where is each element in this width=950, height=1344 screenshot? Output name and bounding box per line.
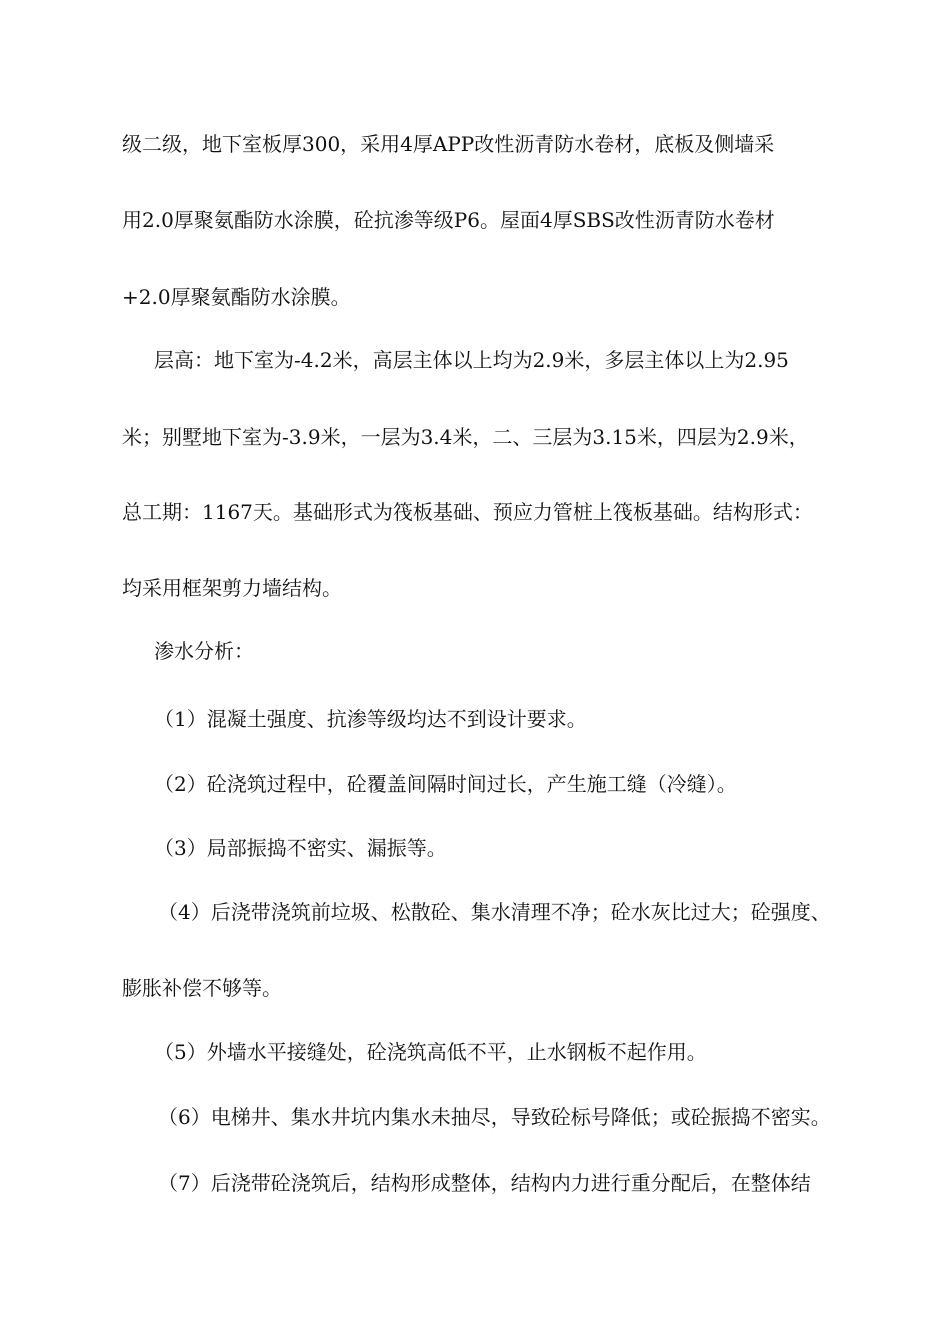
section-heading: 渗水分析： <box>154 639 254 663</box>
body-text-line: 用2.0厚聚氨酯防水涂膜，砼抗渗等级P6。屋面4厚SBS改性沥青防水卷材 <box>122 208 775 232</box>
body-text-line: 层高：地下室为-4.2米，高层主体以上均为2.9米，多层主体以上为2.95 <box>154 348 789 372</box>
list-item: （5）外墙水平接缝处，砼浇筑高低不平，止水钢板不起作用。 <box>154 1040 707 1064</box>
list-item: （2）砼浇筑过程中，砼覆盖间隔时间过长，产生施工缝（冷缝）。 <box>154 772 737 796</box>
list-item: （1）混凝土强度、抗渗等级均达不到设计要求。 <box>154 707 587 731</box>
body-text-line: 均采用框架剪力墙结构。 <box>122 576 342 600</box>
body-text-line: 总工期：1167天。基础形式为筏板基础、预应力管桩上筏板基础。结构形式： <box>122 500 813 524</box>
body-text-line: +2.0厚聚氨酯防水涂膜。 <box>122 285 351 309</box>
list-item: （6）电梯井、集水井坑内集水未抽尽，导致砼标号降低；或砼振捣不密实。 <box>158 1105 831 1129</box>
body-text-line: 级二级，地下室板厚300，采用4厚APP改性沥青防水卷材，底板及侧墙采 <box>122 132 775 156</box>
list-item: （4）后浇带浇筑前垃圾、松散砼、集水清理不净；砼水灰比过大；砼强度、 <box>158 900 831 924</box>
list-item: （7）后浇带砼浇筑后，结构形成整体，结构内力进行重分配后，在整体结 <box>158 1171 811 1195</box>
body-text-line: 米；别墅地下室为-3.9米，一层为3.4米，二、三层为3.15米，四层为2.9米， <box>122 425 809 449</box>
list-item-continuation: 膨胀补偿不够等。 <box>122 976 282 1000</box>
list-item: （3）局部振捣不密实、漏振等。 <box>154 836 447 860</box>
